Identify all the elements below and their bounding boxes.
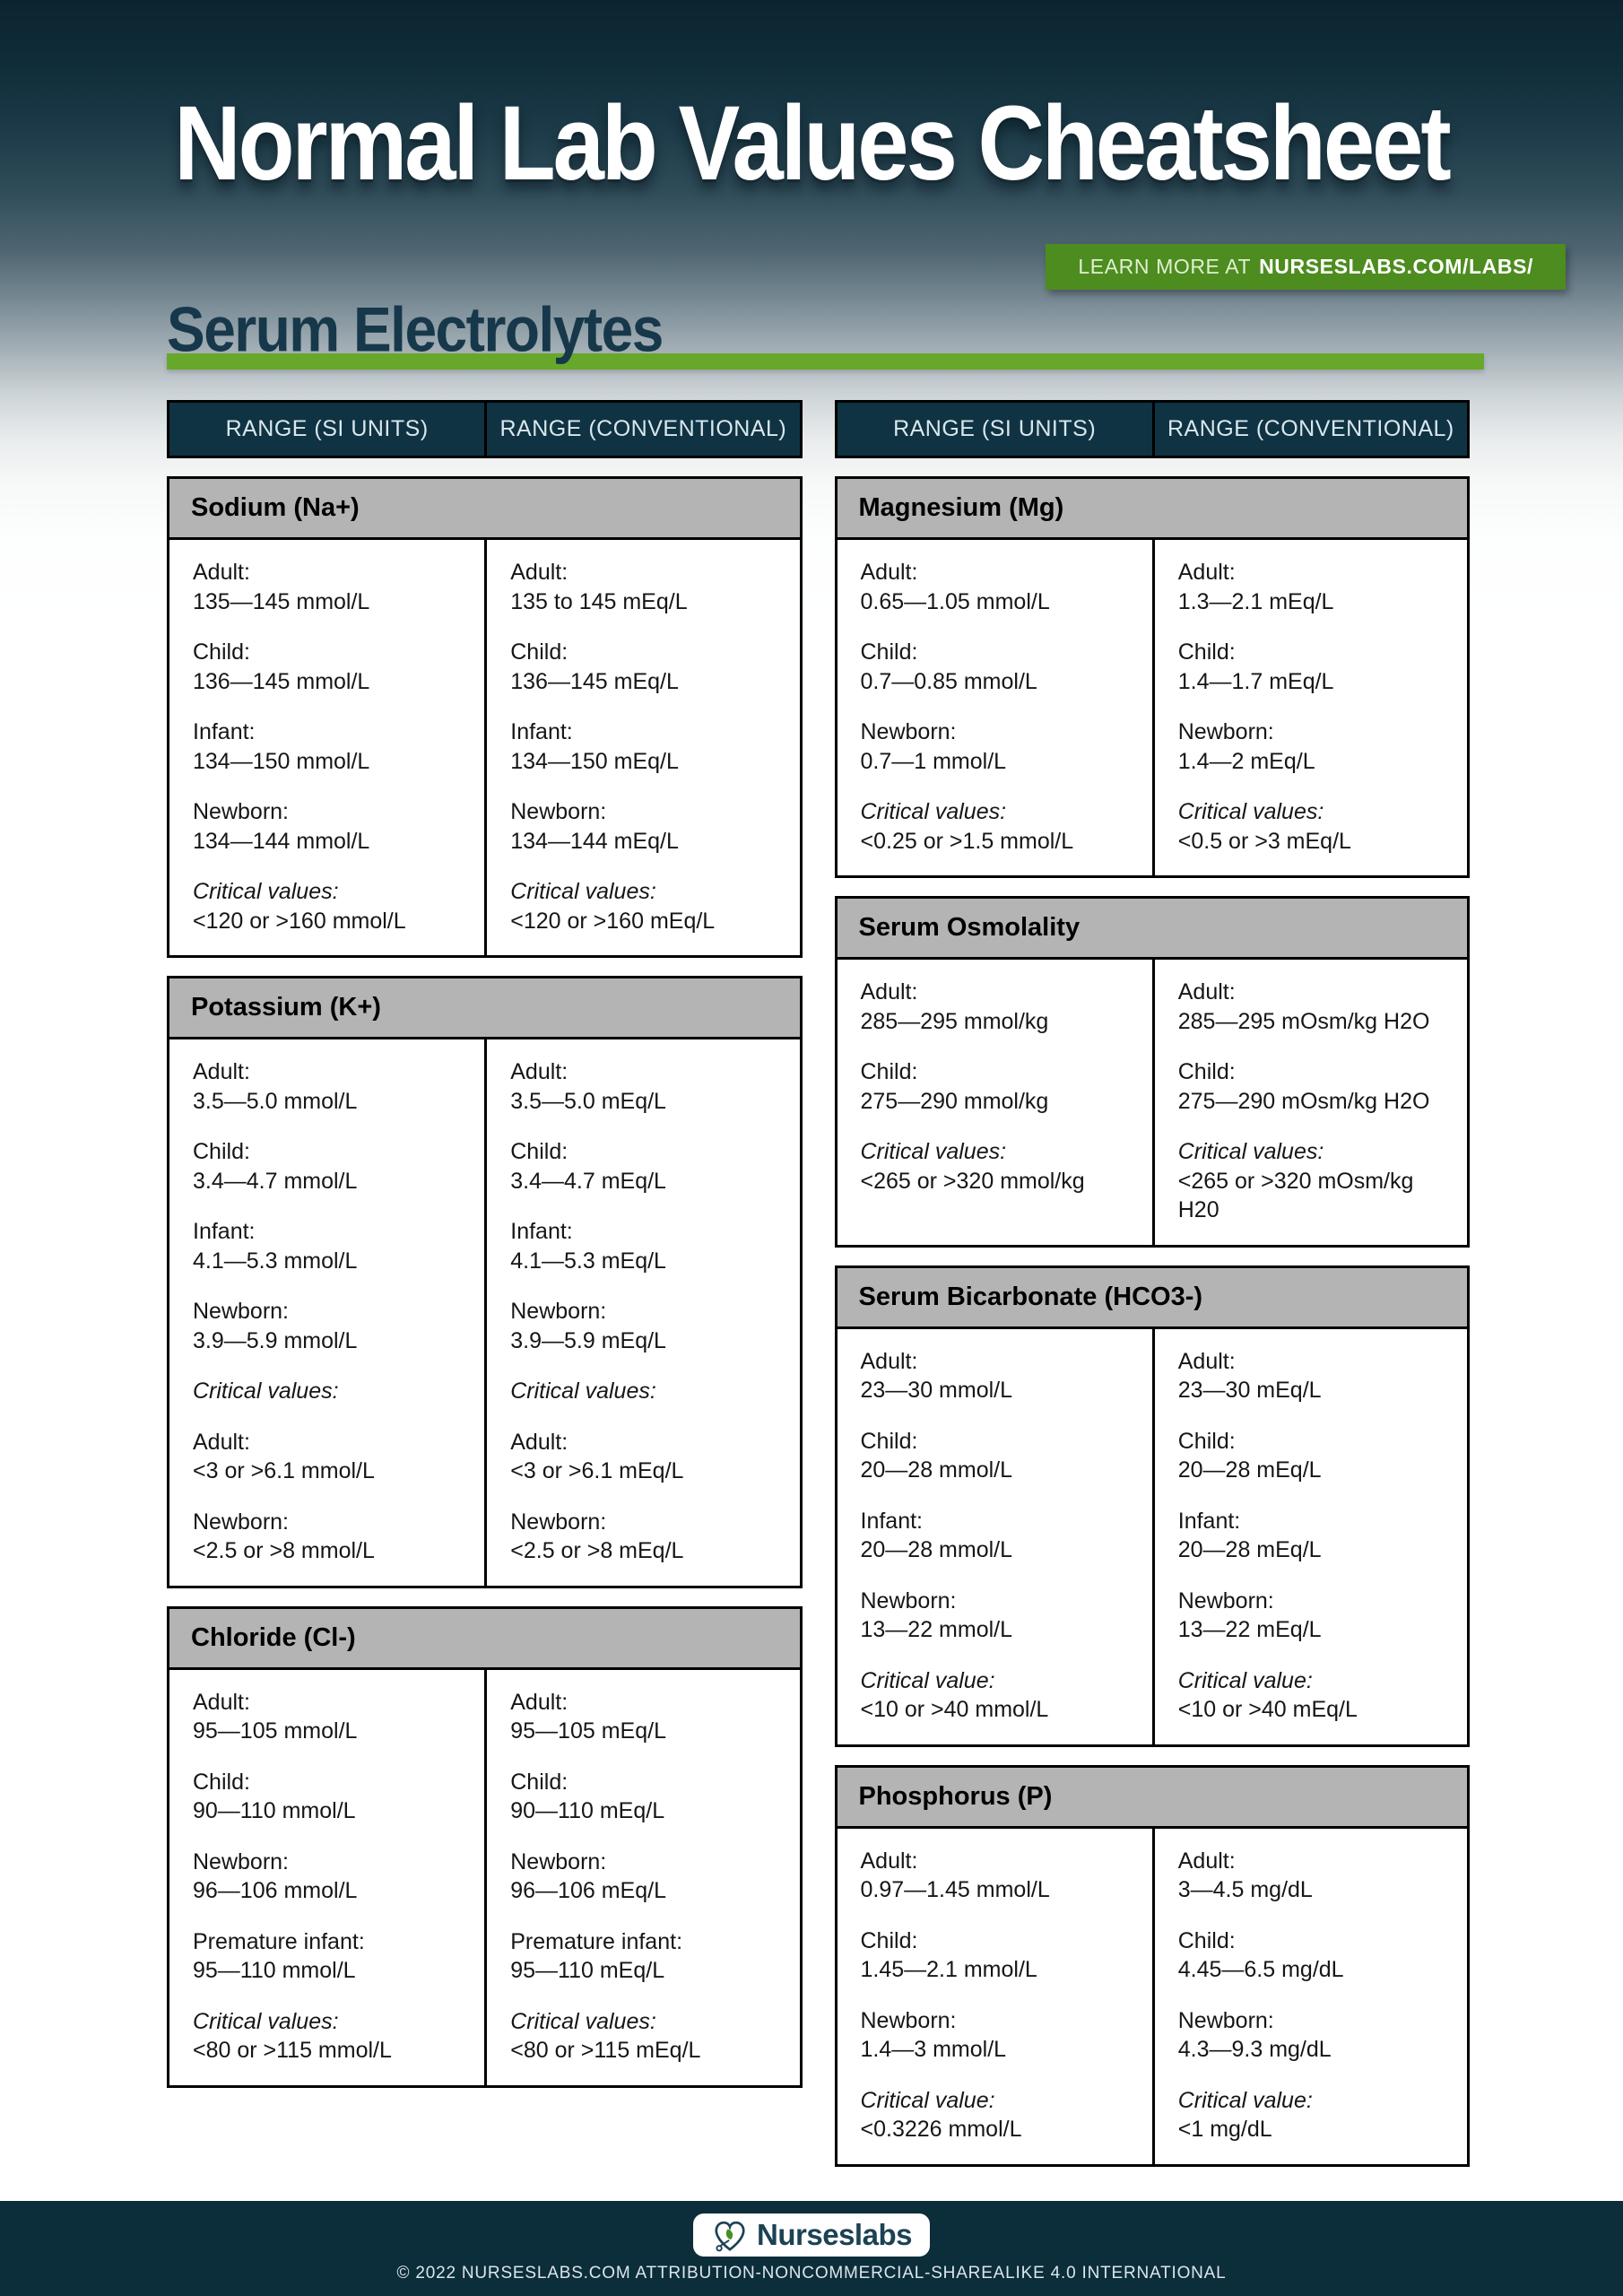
entry-label: Child: <box>510 1139 568 1164</box>
entry-label: Adult: <box>193 1689 250 1715</box>
entry <box>861 1347 1129 1405</box>
entry-label: Newborn: <box>193 799 289 824</box>
entry-label: Infant: <box>510 719 573 744</box>
entry-label: Newborn: <box>193 1299 289 1324</box>
entry <box>193 638 461 696</box>
entry <box>1178 978 1444 1036</box>
entry <box>193 877 461 935</box>
copyright-text: © 2022 NURSESLABS.COM ATTRIBUTION-NONCOMMERCIAL-SHAREALIKE 4.0 INTERNATIONAL <box>396 2264 1227 2283</box>
conventional-cell <box>1152 1329 1467 1744</box>
section-title-block <box>167 293 1484 370</box>
entry-value: 136—145 mmol/L <box>193 668 370 694</box>
entry-value: 95—105 mEq/L <box>510 1718 666 1744</box>
analyte-section-header: Serum Osmolality <box>835 896 1471 960</box>
analyte-section <box>167 1606 803 2088</box>
entry-label: Critical values: <box>1177 799 1324 824</box>
entry <box>193 1057 461 1116</box>
analyte-section-body <box>835 1829 1471 2167</box>
banner-link: NURSESLABS.COM/LABS/ <box>1259 255 1533 278</box>
entry-label: Critical value: <box>860 2087 995 2113</box>
entry-value: <265 or >320 mOsm/kg H20 <box>1177 1168 1414 1222</box>
entry-value: 13—22 mmol/L <box>860 1617 1013 1642</box>
entry-label: Child: <box>860 639 918 665</box>
page-title <box>0 0 1623 203</box>
analyte-section-header: Chloride (Cl-) <box>167 1606 803 1670</box>
si-cell <box>838 1829 1152 2164</box>
analyte-section-header: Serum Bicarbonate (HCO3-) <box>835 1265 1471 1329</box>
entry-value: 95—110 mEq/L <box>510 1958 665 1983</box>
entry-label: Adult: <box>860 560 918 585</box>
entry-label: Infant: <box>510 1219 573 1244</box>
conventional-cell <box>1152 960 1467 1245</box>
entry-label: Newborn: <box>510 799 607 824</box>
entry-label: Adult: <box>1177 1348 1236 1374</box>
tables-region <box>167 400 1470 2167</box>
entry <box>861 2006 1129 2065</box>
entry-value: 0.97—1.45 mmol/L <box>860 1877 1050 1902</box>
footer <box>0 2201 1623 2296</box>
column-header-conventional: RANGE (CONVENTIONAL) <box>1152 403 1467 456</box>
entry <box>510 1927 776 1986</box>
entry <box>861 1507 1129 1565</box>
entry-label: Child: <box>1177 639 1236 665</box>
entry-value: <10 or >40 mmol/L <box>860 1697 1049 1722</box>
conventional-cell <box>1152 540 1467 875</box>
entry-value: 3.5—5.0 mEq/L <box>510 1088 666 1114</box>
table-column <box>167 400 803 2167</box>
entry <box>510 1137 776 1196</box>
entry <box>861 1666 1129 1725</box>
entry <box>510 1297 776 1355</box>
entry-value: 0.7—0.85 mmol/L <box>860 668 1037 694</box>
entry-value: <80 or >115 mEq/L <box>510 2038 701 2063</box>
entry <box>193 1508 461 1566</box>
conventional-cell <box>484 540 799 955</box>
column-header-conventional: RANGE (CONVENTIONAL) <box>484 403 799 456</box>
entry <box>510 1848 776 1906</box>
entry <box>861 558 1129 616</box>
analyte-section-header: Phosphorus (P) <box>835 1765 1471 1829</box>
entry-value: 275—290 mOsm/kg H2O <box>1177 1088 1430 1114</box>
si-cell <box>838 540 1152 875</box>
analyte-section-body <box>835 960 1471 1248</box>
entry <box>510 797 776 856</box>
entry-label: Newborn: <box>860 2007 957 2033</box>
entry-value: 3.5—5.0 mmol/L <box>193 1088 358 1114</box>
entry-label: Critical values: <box>193 1378 339 1404</box>
section-title: Serum Electrolytes <box>167 293 663 366</box>
entry-label: Adult: <box>510 560 568 585</box>
entry-label: Critical values: <box>510 2008 656 2034</box>
analyte-section <box>835 1765 1471 2167</box>
entry <box>193 797 461 856</box>
entry-label: Newborn: <box>1177 719 1274 744</box>
entry-value: 135 to 145 mEq/L <box>510 588 688 614</box>
entry-label: Child: <box>860 1428 918 1454</box>
entry-label: Child: <box>193 639 250 665</box>
entry-value: 95—105 mmol/L <box>193 1718 358 1744</box>
analyte-section-body <box>835 540 1471 878</box>
entry <box>1178 1427 1444 1485</box>
entry-value: <80 or >115 mmol/L <box>193 2038 392 2063</box>
entry-label: Adult: <box>860 1348 918 1374</box>
si-cell <box>169 1039 484 1586</box>
analyte-section-body <box>167 1039 803 1588</box>
entry <box>861 2086 1129 2144</box>
entry-label: Child: <box>860 1927 918 1953</box>
entry-value: 1.45—2.1 mmol/L <box>860 1957 1037 1982</box>
entry-value: 1.4—1.7 mEq/L <box>1177 668 1334 694</box>
entry <box>1178 1926 1444 1985</box>
entry <box>861 1847 1129 1905</box>
entry-label: Infant: <box>1177 1508 1241 1534</box>
analyte-section <box>835 1265 1471 1747</box>
entry-label: Child: <box>1177 1059 1236 1084</box>
entry <box>861 797 1129 856</box>
nurseslabs-logo-text: Nurseslabs <box>757 2218 912 2251</box>
entry-label: Adult: <box>510 1429 568 1455</box>
entry-value: 134—150 mmol/L <box>193 748 370 774</box>
entry-value: 135—145 mmol/L <box>193 588 370 614</box>
entry-value: 4.1—5.3 mEq/L <box>510 1248 666 1274</box>
entry <box>510 1428 776 1486</box>
entry-label: Adult: <box>1177 1848 1236 1874</box>
entry-value: 96—106 mEq/L <box>510 1878 666 1903</box>
entry <box>510 1688 776 1746</box>
entry-label: Newborn: <box>193 1848 289 1874</box>
entry-value: 3.4—4.7 mEq/L <box>510 1168 666 1194</box>
entry <box>193 558 461 616</box>
entry <box>510 558 776 616</box>
entry-value: 136—145 mEq/L <box>510 668 679 694</box>
entry-label: Adult: <box>193 560 250 585</box>
entry <box>510 877 776 935</box>
entry <box>1178 1847 1444 1905</box>
entry-label: Premature infant: <box>510 1928 683 1954</box>
column-header-si: RANGE (SI UNITS) <box>893 416 1097 441</box>
entry-value: 20—28 mEq/L <box>1177 1457 1322 1483</box>
entry-label: Infant: <box>860 1508 923 1534</box>
entry-value: 3—4.5 mg/dL <box>1177 1877 1313 1902</box>
entry <box>861 718 1129 776</box>
entry <box>510 2007 776 2066</box>
entry-value: <0.3226 mmol/L <box>860 2117 1022 2142</box>
entry <box>861 1926 1129 1985</box>
entry-value: 20—28 mEq/L <box>1177 1537 1322 1562</box>
si-cell <box>169 1670 484 2085</box>
entry-label: Child: <box>193 1139 250 1164</box>
entry <box>1178 638 1444 696</box>
entry <box>193 1217 461 1275</box>
page-title-text: Normal Lab Values Cheatsheet <box>174 84 1449 203</box>
entry <box>510 638 776 696</box>
heart-stethoscope-icon <box>711 2217 749 2253</box>
entry-value: 134—150 mEq/L <box>510 748 679 774</box>
analyte-section <box>167 976 803 1588</box>
entry-value: 90—110 mmol/L <box>193 1798 356 1823</box>
entry-value: 1.4—2 mEq/L <box>1177 748 1315 774</box>
entry <box>1178 1347 1444 1405</box>
analyte-section-header: Magnesium (Mg) <box>835 476 1471 540</box>
entry <box>510 1217 776 1275</box>
entry-label: Critical values: <box>1177 1139 1324 1164</box>
entry <box>193 1688 461 1746</box>
analyte-section-header: Sodium (Na+) <box>167 476 803 540</box>
entry-label: Child: <box>193 1769 250 1795</box>
entry <box>193 1297 461 1355</box>
entry <box>861 1587 1129 1645</box>
entry-value: 3.9—5.9 mEq/L <box>510 1327 666 1353</box>
analyte-section <box>167 476 803 958</box>
entry-value: <2.5 or >8 mEq/L <box>510 1538 684 1563</box>
entry <box>861 638 1129 696</box>
analyte-section-body <box>167 540 803 958</box>
conventional-cell <box>484 1039 799 1586</box>
entry-label: Adult: <box>860 979 918 1004</box>
entry-label: Newborn: <box>860 719 957 744</box>
entry-value: 275—290 mmol/kg <box>860 1088 1049 1114</box>
entry-value: 23—30 mmol/L <box>860 1378 1013 1403</box>
entry-value: 20—28 mmol/L <box>860 1457 1013 1483</box>
entry-value: 134—144 mEq/L <box>510 828 679 854</box>
conventional-cell <box>484 1670 799 2085</box>
entry-label: Child: <box>510 1769 568 1795</box>
entry-value: <3 or >6.1 mEq/L <box>510 1458 684 1483</box>
entry <box>1178 1666 1444 1725</box>
entry <box>1178 1137 1444 1225</box>
entry <box>510 718 776 776</box>
entry-value: <0.25 or >1.5 mmol/L <box>860 828 1074 854</box>
analyte-section <box>835 896 1471 1248</box>
analyte-section-body <box>835 1329 1471 1747</box>
entry-label: Child: <box>1177 1428 1236 1454</box>
table-header-row <box>835 400 1471 458</box>
banner-prefix: LEARN MORE AT <box>1078 255 1252 278</box>
column-header-si: RANGE (SI UNITS) <box>225 416 429 441</box>
entry <box>193 1377 461 1406</box>
entry <box>510 1768 776 1826</box>
nurseslabs-logo <box>693 2213 930 2257</box>
entry-value: 4.1—5.3 mmol/L <box>193 1248 358 1274</box>
table-column <box>835 400 1471 2167</box>
entry <box>861 1427 1129 1485</box>
entry <box>193 2007 461 2066</box>
entry <box>1178 2006 1444 2065</box>
entry-label: Adult: <box>860 1848 918 1874</box>
entry-value: 13—22 mEq/L <box>1177 1617 1322 1642</box>
entry-label: Adult: <box>1177 560 1236 585</box>
entry-label: Critical values: <box>193 879 339 904</box>
entry <box>193 1768 461 1826</box>
entry-label: Critical values: <box>193 2008 339 2034</box>
entry-label: Newborn: <box>193 1509 289 1535</box>
entry-label: Newborn: <box>1177 1587 1274 1613</box>
entry-value: 1.4—3 mmol/L <box>860 2037 1007 2062</box>
entry-value: 3.9—5.9 mmol/L <box>193 1327 358 1353</box>
entry-label: Critical values: <box>860 1139 1007 1164</box>
si-cell <box>169 540 484 955</box>
entry-label: Child: <box>510 639 568 665</box>
entry <box>193 1137 461 1196</box>
entry-label: Critical value: <box>1177 2087 1313 2113</box>
entry-value: 0.65—1.05 mmol/L <box>860 588 1050 614</box>
entry-label: Child: <box>860 1059 918 1084</box>
table-header-row <box>167 400 803 458</box>
analyte-section-header: Potassium (K+) <box>167 976 803 1039</box>
entry-label: Critical value: <box>860 1667 995 1693</box>
entry <box>510 1508 776 1566</box>
si-cell <box>838 1329 1152 1744</box>
entry <box>1178 1507 1444 1565</box>
entry-value: 0.7—1 mmol/L <box>860 748 1007 774</box>
analyte-section <box>835 476 1471 878</box>
entry-value: 285—295 mmol/kg <box>860 1008 1049 1034</box>
entry-value: <265 or >320 mmol/kg <box>860 1168 1085 1194</box>
entry <box>1178 1587 1444 1645</box>
entry <box>193 1927 461 1986</box>
entry <box>510 1377 776 1406</box>
entry <box>1178 558 1444 616</box>
entry <box>1178 1057 1444 1116</box>
entry-value: 3.4—4.7 mmol/L <box>193 1168 358 1194</box>
entry-label: Critical values: <box>860 799 1007 824</box>
entry-label: Adult: <box>1177 979 1236 1004</box>
entry-label: Critical values: <box>510 879 656 904</box>
analyte-section-body <box>167 1670 803 2088</box>
entry-label: Adult: <box>510 1689 568 1715</box>
entry-label: Newborn: <box>860 1587 957 1613</box>
entry <box>1178 718 1444 776</box>
entry <box>861 1057 1129 1116</box>
entry-value: <10 or >40 mEq/L <box>1177 1697 1358 1722</box>
entry-value: 1.3—2.1 mEq/L <box>1177 588 1334 614</box>
entry <box>193 1848 461 1906</box>
entry-value: 134—144 mmol/L <box>193 828 370 854</box>
entry-label: Adult: <box>510 1059 568 1084</box>
learn-more-banner[interactable] <box>1046 244 1566 290</box>
entry-label: Infant: <box>193 1219 256 1244</box>
entry-value: <1 mg/dL <box>1177 2117 1272 2142</box>
entry-label: Newborn: <box>510 1848 607 1874</box>
entry-label: Premature infant: <box>193 1928 365 1954</box>
entry-value: <0.5 or >3 mEq/L <box>1177 828 1351 854</box>
entry-value: 90—110 mEq/L <box>510 1798 665 1823</box>
conventional-cell <box>1152 1829 1467 2164</box>
entry-value: <2.5 or >8 mmol/L <box>193 1538 375 1563</box>
entry-label: Critical values: <box>510 1378 656 1404</box>
entry-value: <3 or >6.1 mmol/L <box>193 1458 375 1483</box>
entry-label: Newborn: <box>510 1299 607 1324</box>
entry <box>861 978 1129 1036</box>
entry-label: Child: <box>1177 1927 1236 1953</box>
entry-value: 96—106 mmol/L <box>193 1878 358 1903</box>
entry-label: Newborn: <box>1177 2007 1274 2033</box>
entry-value: <120 or >160 mmol/L <box>193 908 406 934</box>
entry <box>193 1428 461 1486</box>
entry-value: 95—110 mmol/L <box>193 1958 356 1983</box>
entry-label: Adult: <box>193 1429 250 1455</box>
si-cell <box>838 960 1152 1245</box>
entry-value: <120 or >160 mEq/L <box>510 908 716 934</box>
entry <box>1178 797 1444 856</box>
entry-label: Adult: <box>193 1059 250 1084</box>
entry-label: Critical value: <box>1177 1667 1313 1693</box>
entry <box>510 1057 776 1116</box>
entry-value: 20—28 mmol/L <box>860 1537 1013 1562</box>
entry-value: 4.45—6.5 mg/dL <box>1177 1957 1344 1982</box>
entry <box>1178 2086 1444 2144</box>
entry-label: Newborn: <box>510 1509 607 1535</box>
entry-label: Infant: <box>193 719 256 744</box>
entry-value: 23—30 mEq/L <box>1177 1378 1322 1403</box>
entry-value: 285—295 mOsm/kg H2O <box>1177 1008 1430 1034</box>
entry <box>193 718 461 776</box>
entry <box>861 1137 1129 1196</box>
entry-value: 4.3—9.3 mg/dL <box>1177 2037 1332 2062</box>
